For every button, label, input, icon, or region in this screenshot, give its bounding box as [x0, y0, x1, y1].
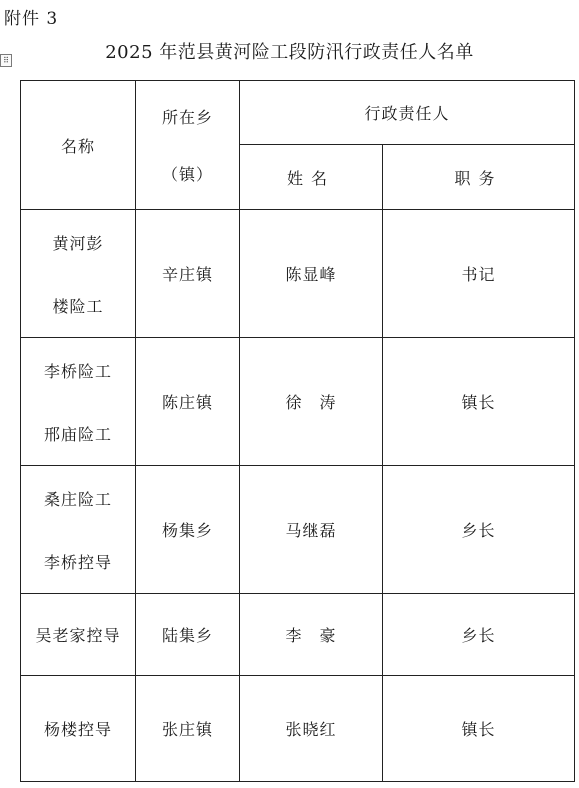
- row-name-line: 李桥险工: [43, 361, 112, 381]
- table-row: [21, 338, 575, 466]
- table-header-row: [21, 81, 575, 145]
- row-name-cell: [21, 466, 136, 594]
- table-row: [21, 676, 575, 782]
- header-town-sub-label: （镇）: [161, 165, 213, 184]
- header-cell-responsible: [240, 81, 575, 145]
- responsible-persons-table: [20, 80, 575, 782]
- header-cell-person-name: [240, 145, 383, 210]
- row-person-cell: 徐 涛: [240, 338, 383, 466]
- row-person-cell: 陈显峰: [240, 210, 383, 338]
- header-position-label: 职务: [454, 168, 503, 188]
- table-row: [21, 210, 575, 338]
- row-name-cell: [21, 676, 136, 782]
- header-cell-position: [383, 145, 575, 210]
- row-name-line: 楼险工: [52, 296, 104, 316]
- row-person-cell: 张晓红: [240, 676, 383, 782]
- row-name-line: 黄河彭: [52, 233, 104, 253]
- header-cell-town: [136, 81, 240, 210]
- header-person-name-label: 姓名: [286, 168, 335, 188]
- header-cell-name: [21, 81, 136, 210]
- row-position-cell: 乡长: [383, 594, 575, 676]
- row-position-cell: 乡长: [383, 466, 575, 594]
- row-town-cell: 辛庄镇: [136, 210, 240, 338]
- row-name-line: 杨楼控导: [43, 720, 112, 739]
- header-responsible-label: 行政责任人: [364, 104, 450, 123]
- row-name-cell: [21, 594, 136, 676]
- row-position-cell: 镇长: [383, 676, 575, 782]
- row-town-cell: 杨集乡: [136, 466, 240, 594]
- header-name-label: 名称: [60, 136, 95, 156]
- row-town-cell: 陈庄镇: [136, 338, 240, 466]
- header-town-label: 所在乡: [161, 108, 213, 127]
- row-name-cell: [21, 338, 136, 466]
- row-position-cell: 镇长: [383, 338, 575, 466]
- table-row: [21, 466, 575, 594]
- row-name-line: 邢庙险工: [43, 424, 112, 444]
- row-name-line: 桑庄险工: [43, 489, 112, 509]
- row-name-line: 李桥控导: [43, 552, 112, 572]
- row-name-cell: [21, 210, 136, 338]
- row-name-line: 吴老家控导: [35, 626, 121, 645]
- attachment-label: 附件 3: [4, 9, 59, 29]
- row-town-cell: 陆集乡: [136, 594, 240, 676]
- row-position-cell: 书记: [383, 210, 575, 338]
- row-town-cell: 张庄镇: [136, 676, 240, 782]
- table-row: [21, 594, 575, 676]
- page-title: 2025 年范县黄河险工段防汛行政责任人名单: [105, 42, 474, 63]
- row-person-cell: 李 豪: [240, 594, 383, 676]
- row-person-cell: 马继磊: [240, 466, 383, 594]
- table-move-handle-icon[interactable]: ⠿: [0, 54, 12, 67]
